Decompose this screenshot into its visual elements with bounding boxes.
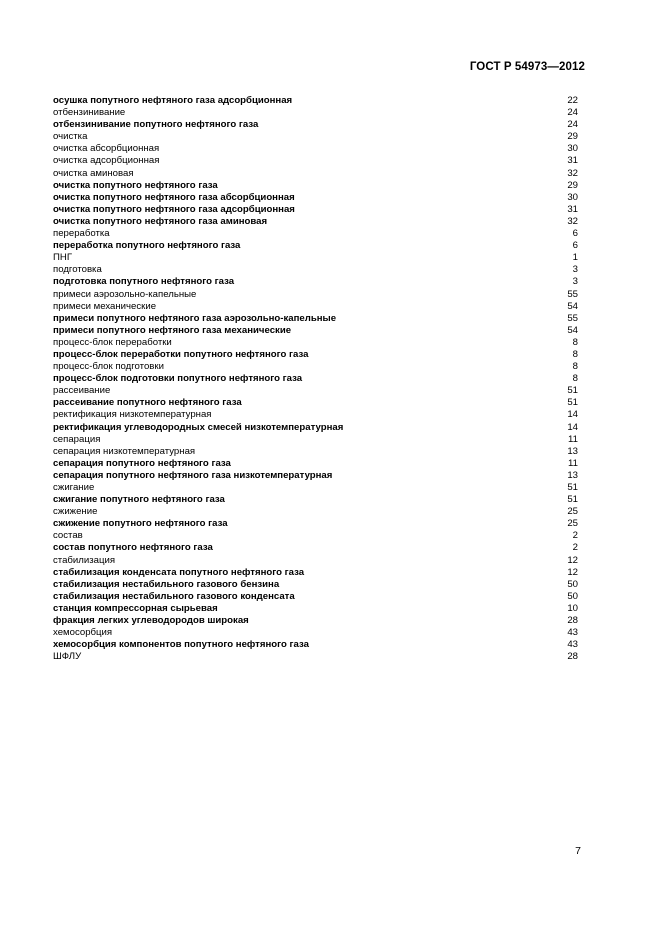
index-term: примеси механические xyxy=(53,300,157,312)
index-page-ref: 12 xyxy=(567,554,578,566)
index-page-ref: 31 xyxy=(567,203,578,215)
index-term: переработка попутного нефтяного газа xyxy=(53,240,241,252)
index-term: ректификация углеводородных смесей низкотемпературная xyxy=(53,421,344,433)
index-term: ПНГ xyxy=(53,252,73,264)
index-page-ref: 50 xyxy=(567,578,578,590)
index-entry xyxy=(53,192,578,204)
index-term: состав попутного нефтяного газа xyxy=(53,542,213,554)
index-page-ref: 43 xyxy=(567,639,578,651)
index-page-ref: 25 xyxy=(567,506,578,518)
index-term: рассеивание xyxy=(53,385,111,397)
index-page-ref: 8 xyxy=(572,373,578,385)
index-term: переработка xyxy=(53,228,110,240)
index-page-ref: 24 xyxy=(567,107,578,119)
index-term: стабилизация конденсата попутного нефтяного газа xyxy=(53,566,305,578)
index-page-ref: 25 xyxy=(567,518,578,530)
index-entry xyxy=(53,155,578,167)
index-term: подготовка попутного нефтяного газа xyxy=(53,276,235,288)
index-entry xyxy=(53,361,578,373)
index-page-ref: 51 xyxy=(567,494,578,506)
index-entry xyxy=(53,482,578,494)
index-page-ref: 14 xyxy=(567,409,578,421)
index-entry xyxy=(53,555,578,567)
index-entry xyxy=(53,131,578,143)
index-term: очистка попутного нефтяного газа аминовая xyxy=(53,215,268,227)
index-entry xyxy=(53,252,578,264)
index-entry xyxy=(53,494,578,506)
index-entry xyxy=(53,397,578,409)
index-term: процесс-блок подготовки xyxy=(53,361,164,373)
index-term: очистка попутного нефтяного газа абсорбционная xyxy=(53,191,295,203)
index-page-ref: 14 xyxy=(567,421,578,433)
index-page-ref: 11 xyxy=(568,433,578,445)
index-entry xyxy=(53,107,578,119)
index-entry xyxy=(53,216,578,228)
index-term: фракция легких углеводородов широкая xyxy=(53,615,249,627)
index-page-ref: 51 xyxy=(567,397,578,409)
index-page-ref: 13 xyxy=(567,469,578,481)
index-page-ref: 1 xyxy=(572,252,578,264)
index-page-ref: 8 xyxy=(572,336,578,348)
index-entry xyxy=(53,530,578,542)
index-term: сжижение попутного нефтяного газа xyxy=(53,518,228,530)
document-standard-header: ГОСТ Р 54973—2012 xyxy=(469,61,585,73)
index-term: ШФЛУ xyxy=(53,651,82,663)
index-term: очистка попутного нефтяного газа адсорбционная xyxy=(53,203,295,215)
index-term: рассеивание попутного нефтяного газа xyxy=(53,397,242,409)
index-page-ref: 29 xyxy=(567,131,578,143)
index-term: примеси попутного нефтяного газа аэрозольно-капельные xyxy=(53,312,337,324)
index-entry xyxy=(53,95,578,107)
index-page-ref: 32 xyxy=(567,167,578,179)
index-page-ref: 3 xyxy=(572,264,578,276)
index-entry xyxy=(53,639,578,651)
index-term: процесс-блок подготовки попутного нефтяного газа xyxy=(53,373,303,385)
index-page-ref: 55 xyxy=(567,312,578,324)
index-term: процесс-блок переработки попутного нефтяного газа xyxy=(53,348,309,360)
index-page-ref: 55 xyxy=(567,288,578,300)
index-entry xyxy=(53,615,578,627)
index-entry xyxy=(53,143,578,155)
index-entry xyxy=(53,373,578,385)
index-term: примеси попутного нефтяного газа механические xyxy=(53,324,292,336)
index-page-ref: 3 xyxy=(572,276,578,288)
index-term: сепарация попутного нефтяного газа низкотемпературная xyxy=(53,469,333,481)
index-page-ref: 28 xyxy=(567,615,578,627)
index-page-ref: 24 xyxy=(567,119,578,131)
index-page-ref: 54 xyxy=(567,300,578,312)
index-entry xyxy=(53,409,578,421)
index-page-ref: 8 xyxy=(572,348,578,360)
index-term: сжигание xyxy=(53,482,95,493)
index-entry xyxy=(53,591,578,603)
index-page-ref: 13 xyxy=(567,445,578,457)
index-entry xyxy=(53,289,578,301)
index-term: ректификация низкотемпературная xyxy=(53,409,212,421)
index-entry xyxy=(53,603,578,615)
index-entry xyxy=(53,518,578,530)
index-entry xyxy=(53,168,578,180)
index-entry xyxy=(53,651,578,663)
index-term: сепарация попутного нефтяного газа xyxy=(53,457,231,469)
index-term: сепарация низкотемпературная xyxy=(53,445,196,457)
index-term: стабилизация xyxy=(53,554,116,566)
index-term: станция компрессорная сырьевая xyxy=(53,602,218,614)
index-term: примеси аэрозольно-капельные xyxy=(53,288,197,300)
index-term: процесс-блок переработки xyxy=(53,336,172,348)
index-term: очистка адсорбционная xyxy=(53,155,160,167)
index-page-ref: 29 xyxy=(567,179,578,191)
index-page-ref: 10 xyxy=(567,602,578,614)
index-term: хемосорбция компонентов попутного нефтяного газа xyxy=(53,639,309,651)
index-term: подготовка xyxy=(53,264,102,276)
index-term: сжижение xyxy=(53,506,98,518)
index-entry xyxy=(53,422,578,434)
index-entry xyxy=(53,276,578,288)
index-page-ref: 32 xyxy=(567,215,578,227)
index-term: очистка абсорбционная xyxy=(53,143,160,155)
index-page-ref: 2 xyxy=(572,530,578,542)
index-page-ref: 50 xyxy=(567,590,578,602)
index-entry xyxy=(53,446,578,458)
index-page-ref: 22 xyxy=(567,95,578,106)
index-entry xyxy=(53,458,578,470)
index-page-ref: 12 xyxy=(567,566,578,578)
index-page-ref: 31 xyxy=(567,155,578,167)
index-page-ref: 6 xyxy=(572,240,578,252)
index-entry xyxy=(53,228,578,240)
page-number: 7 xyxy=(575,845,581,857)
index-entry xyxy=(53,325,578,337)
index-term: стабилизация нестабильного газового бензина xyxy=(53,578,280,590)
index-entry xyxy=(53,470,578,482)
index-page-ref: 51 xyxy=(567,482,578,493)
index-entry xyxy=(53,180,578,192)
alphabetical-index xyxy=(53,95,578,663)
index-entry xyxy=(53,301,578,313)
index-entry xyxy=(53,542,578,554)
index-page-ref: 28 xyxy=(567,651,578,663)
index-term: сжигание попутного нефтяного газа xyxy=(53,494,225,506)
index-term: состав xyxy=(53,530,83,542)
index-term: осушка попутного нефтяного газа адсорбционная xyxy=(53,95,293,106)
index-entry xyxy=(53,579,578,591)
index-entry xyxy=(53,349,578,361)
index-page-ref: 11 xyxy=(568,457,578,469)
index-entry xyxy=(53,434,578,446)
index-page-ref: 6 xyxy=(572,228,578,240)
index-page-ref: 8 xyxy=(572,361,578,373)
index-entry xyxy=(53,264,578,276)
index-page-ref: 43 xyxy=(567,627,578,639)
index-term: очистка аминовая xyxy=(53,167,134,179)
index-entry xyxy=(53,627,578,639)
index-page-ref: 30 xyxy=(567,143,578,155)
index-term: стабилизация нестабильного газового конденсата xyxy=(53,590,295,602)
index-term: очистка xyxy=(53,131,88,143)
index-term: хемосорбция xyxy=(53,627,113,639)
index-entry xyxy=(53,204,578,216)
index-term: отбензинивание попутного нефтяного газа xyxy=(53,119,259,131)
index-page-ref: 30 xyxy=(567,191,578,203)
index-entry xyxy=(53,506,578,518)
index-term: сепарация xyxy=(53,433,101,445)
index-page-ref: 51 xyxy=(567,385,578,397)
index-entry xyxy=(53,337,578,349)
index-entry xyxy=(53,313,578,325)
index-page-ref: 54 xyxy=(567,324,578,336)
index-page-ref: 2 xyxy=(572,542,578,554)
index-term: отбензинивание xyxy=(53,107,126,119)
index-entry xyxy=(53,119,578,131)
index-term: очистка попутного нефтяного газа xyxy=(53,179,218,191)
index-entry xyxy=(53,385,578,397)
index-entry xyxy=(53,567,578,579)
index-entry xyxy=(53,240,578,252)
